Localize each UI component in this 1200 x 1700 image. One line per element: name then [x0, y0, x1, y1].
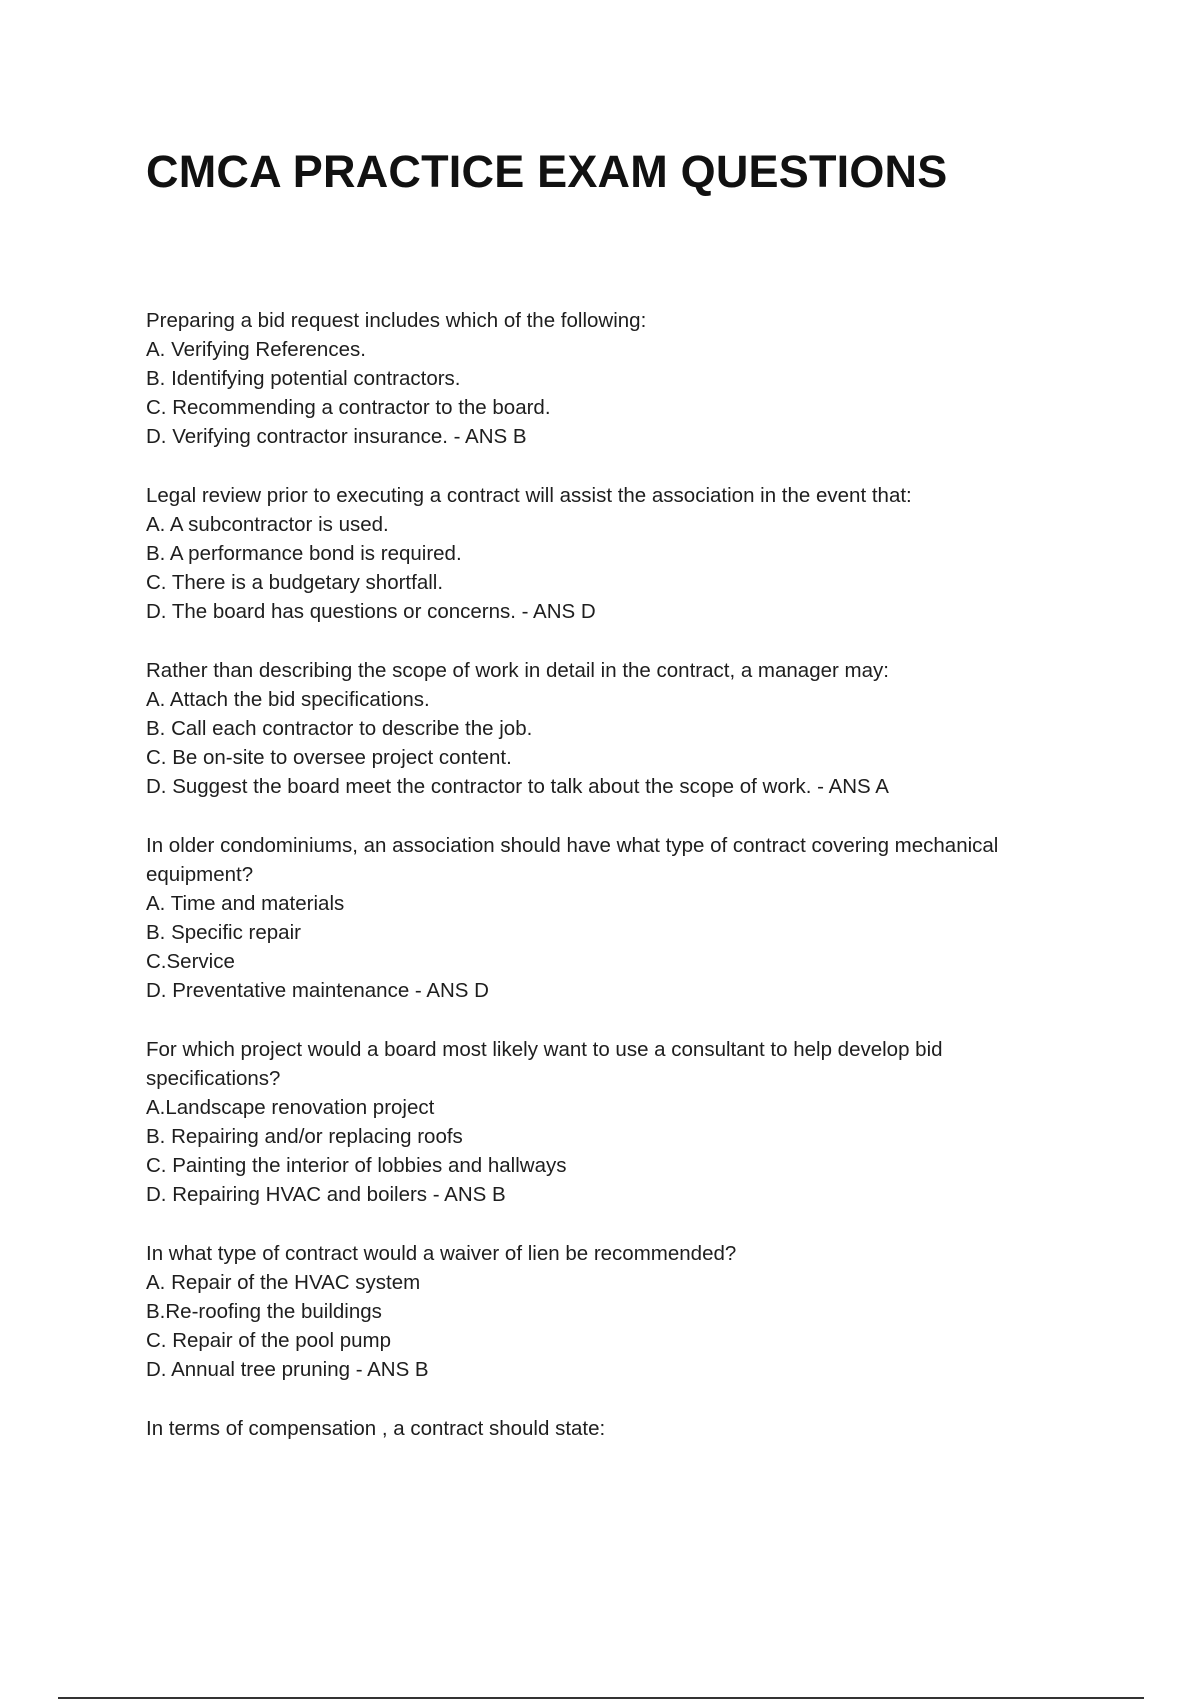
answer-option: A. Repair of the HVAC system: [146, 1271, 421, 1294]
question-block: [146, 656, 1076, 801]
question-block: [146, 1414, 1076, 1443]
answer-option: B. Repairing and/or replacing roofs: [146, 1125, 463, 1148]
question-block: [146, 1239, 1076, 1384]
answer-option: A. Attach the bid specifications.: [146, 688, 430, 711]
question-text-continued: specifications?: [146, 1067, 281, 1090]
page-bottom-divider: [58, 1697, 1144, 1699]
question-text: Preparing a bid request includes which of the following:: [146, 309, 647, 332]
answer-option: C. Painting the interior of lobbies and hallways: [146, 1154, 567, 1177]
page-title: CMCA PRACTICE EXAM QUESTIONS: [146, 146, 948, 197]
answer-option: B.Re-roofing the buildings: [146, 1300, 382, 1323]
answer-option: A. Verifying References.: [146, 338, 366, 361]
answer-option: A. Time and materials: [146, 892, 345, 915]
answer-option: C. There is a budgetary shortfall.: [146, 571, 444, 594]
question-block: [146, 831, 1076, 1005]
answer-option: A. A subcontractor is used.: [146, 513, 389, 536]
answer-option: D. Verifying contractor insurance. - ANS B: [146, 425, 527, 448]
question-block: [146, 306, 1076, 451]
answer-option: B. Specific repair: [146, 921, 301, 944]
answer-option: B. Call each contractor to describe the job.: [146, 717, 533, 740]
question-list: [146, 306, 1076, 1473]
question-text-continued: equipment?: [146, 863, 254, 886]
question-text: In older condominiums, an association should have what type of contract covering mechanical: [146, 834, 999, 857]
question-block: [146, 1035, 1076, 1209]
question-text: Rather than describing the scope of work in detail in the contract, a manager may:: [146, 659, 889, 682]
answer-option: D. The board has questions or concerns. - ANS D: [146, 600, 596, 623]
question-block: [146, 481, 1076, 626]
answer-option: C. Recommending a contractor to the board.: [146, 396, 551, 419]
answer-option: A.Landscape renovation project: [146, 1096, 435, 1119]
answer-option: D. Preventative maintenance - ANS D: [146, 979, 489, 1002]
answer-option: C. Be on-site to oversee project content.: [146, 746, 512, 769]
question-text: Legal review prior to executing a contract will assist the association in the event that:: [146, 484, 912, 507]
answer-option: C. Repair of the pool pump: [146, 1329, 391, 1352]
answer-option: B. Identifying potential contractors.: [146, 367, 461, 390]
answer-option: D. Repairing HVAC and boilers - ANS B: [146, 1183, 506, 1206]
answer-option: D. Annual tree pruning - ANS B: [146, 1358, 429, 1381]
question-text: For which project would a board most likely want to use a consultant to help develop bid: [146, 1038, 943, 1061]
answer-option: B. A performance bond is required.: [146, 542, 462, 565]
answer-option: D. Suggest the board meet the contractor to talk about the scope of work. - ANS A: [146, 775, 889, 798]
question-text: In terms of compensation , a contract should state:: [146, 1417, 606, 1440]
question-text: In what type of contract would a waiver of lien be recommended?: [146, 1242, 737, 1265]
answer-option: C.Service: [146, 950, 235, 973]
